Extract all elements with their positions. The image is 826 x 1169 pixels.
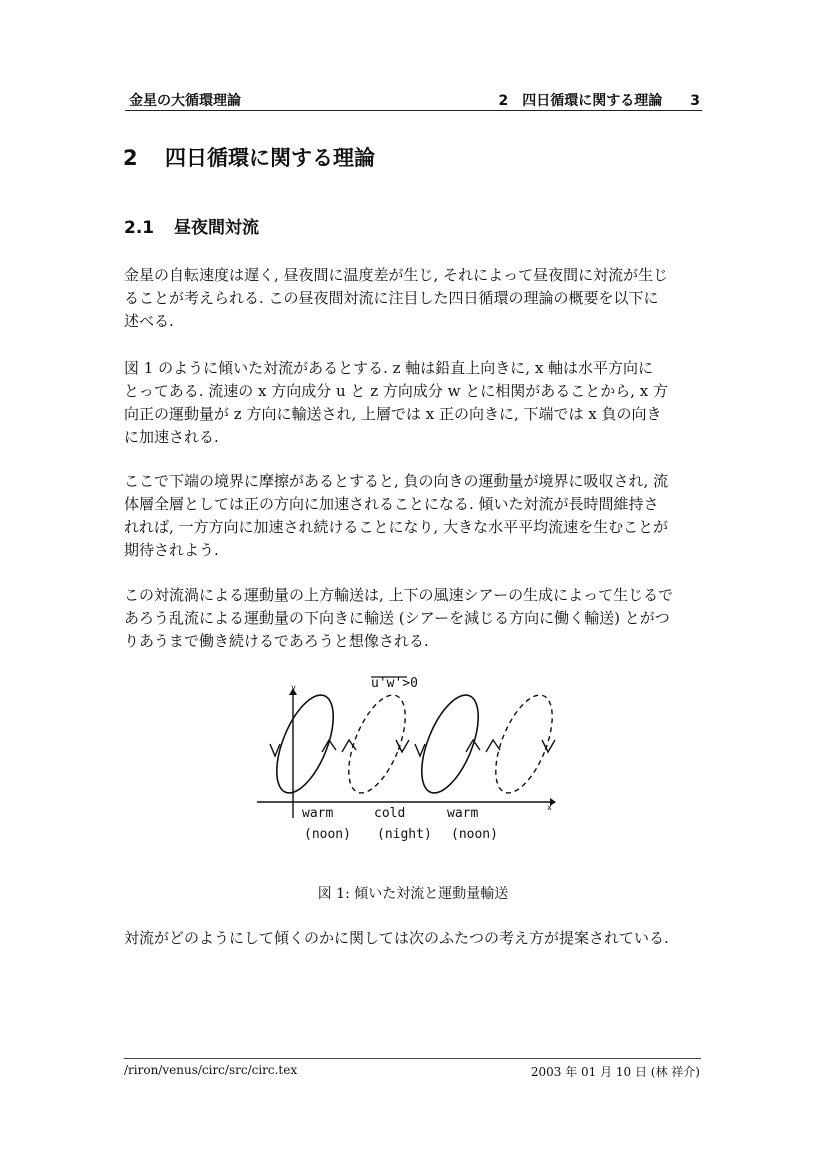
paragraph-line: あろう乱流による運動量の下向きに輸送 (シアーを減じる方向に働く輸送) とがつ [124, 609, 670, 627]
subsection-title: 昼夜間対流 [174, 218, 259, 238]
paragraph-line: に加速される. [124, 428, 219, 446]
label-noon-right: (noon) [451, 827, 498, 842]
header-left-title: 金星の大循環理論 [129, 93, 241, 109]
running-header [125, 88, 702, 111]
paragraph-line: 期待されよう. [124, 541, 219, 559]
label-warm-right: warm [447, 806, 479, 821]
flow-arrow-icon [396, 740, 409, 752]
paragraph-line: れれば, 一方方向に加速され続けることになり, 大きな水平平均流速を生むことが [124, 518, 669, 536]
convection-cell-warm [410, 688, 490, 801]
closing-paragraph [124, 927, 704, 950]
flow-arrow-icon [342, 740, 356, 752]
paragraph-line: 体層全層としては正の方向に加速されることになる. 傾いた対流が長時間維持さ [124, 495, 659, 513]
x-axis-label: x [547, 803, 552, 812]
flow-arrow-icon [542, 740, 555, 752]
paragraph-line: とってある. 流速の x 方向成分 u と z 方向成分 w とに相関があることから, x 方 [124, 382, 669, 400]
convection-cell-cold [337, 688, 417, 801]
tilted-convection-figure [250, 670, 570, 850]
convection-cell-warm [265, 688, 345, 801]
label-noon-left: (noon) [304, 827, 351, 842]
section-number: 2 [123, 146, 138, 170]
subsection-number: 2.1 [124, 218, 155, 238]
paragraph-line: ることが考えられる. この昼夜間対流に注目した四日循環の理論の概要を以下に [124, 289, 659, 307]
label-cold: cold [374, 806, 406, 821]
paragraph-line: 向正の運動量が z 方向に輸送され, 上層では x 正の向きに, 下端では x 負の向き [124, 405, 662, 423]
paragraph-line: 述べる. [124, 312, 174, 330]
paragraph-line: 金星の自転速度は遅く, 昼夜間に温度差が生じ, それによって昼夜間に対流が生じ [124, 266, 669, 284]
flow-arrow-icon [486, 740, 500, 752]
paragraph-3 [124, 470, 704, 562]
label-warm-left: warm [302, 806, 334, 821]
footer-date-author: 2003 年 01 月 10 日 (林 祥介) [530, 1065, 700, 1079]
footer-path: /riron/venus/circ/src/circ.tex [124, 1063, 298, 1077]
paragraph-4 [124, 584, 704, 653]
figure-top-label: u'w'>0 [371, 676, 418, 691]
paragraph-line: ここで下端の境界に摩擦があるとすると, 負の向きの運動量が境界に吸収され, 流 [124, 472, 669, 490]
footer-rule [124, 1058, 701, 1059]
paragraph-1 [124, 264, 704, 333]
figure-caption: 図 1: 傾いた対流と運動量輸送 [317, 886, 509, 902]
paragraph-line: この対流渦による運動量の上方輸送は, 上下の風速シアーの生成によって生じるで [124, 586, 673, 604]
section-heading [123, 142, 375, 172]
y-axis-label: y [291, 683, 296, 692]
paragraph-line: りあうまで働き続けるであろうと想像される. [124, 632, 429, 650]
paragraph-line: 対流がどのようにして傾くのかに関しては次のふたつの考え方が提案されている. [124, 929, 669, 947]
paragraph-line: 図 1 のように傾いた対流があるとする. z 軸は鉛直上向きに, x 軸は水平方向に [124, 359, 654, 377]
subsection-heading [124, 213, 259, 238]
label-night: (night) [377, 827, 432, 842]
header-right-title: 2 四日循環に関する理論 3 [498, 93, 700, 109]
paragraph-2 [124, 357, 704, 449]
section-title: 四日循環に関する理論 [165, 146, 375, 170]
